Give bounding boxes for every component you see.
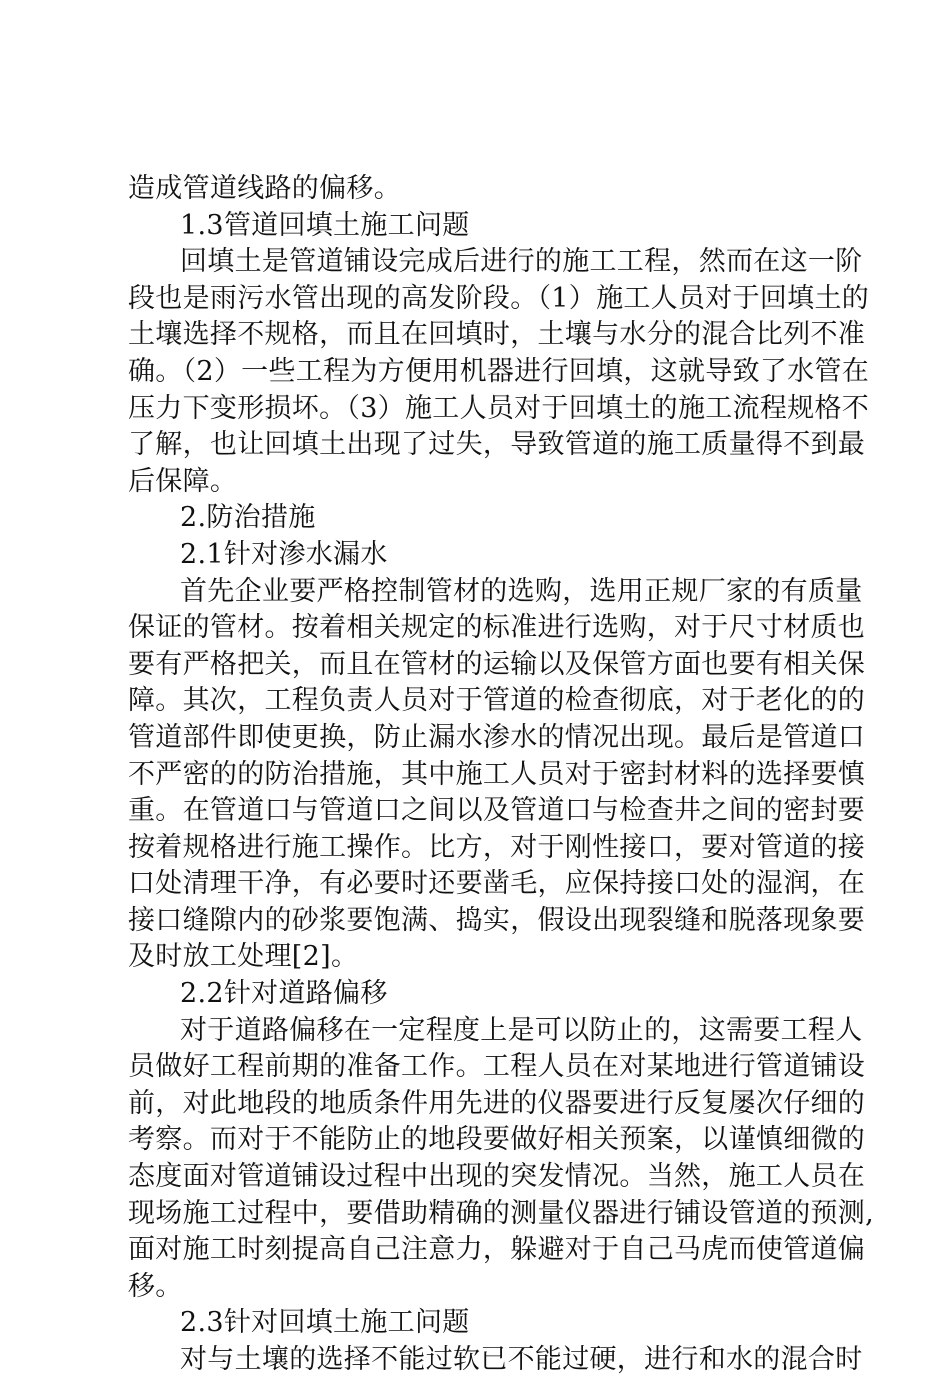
text-line: 移。 bbox=[128, 1270, 183, 1302]
text-line: 不严密的的防治措施，其中施工人员对于密封材料的选择要慎 bbox=[128, 758, 866, 790]
text-line: 确。（2）一些工程为方便用机器进行回填，这就导致了水管在 bbox=[128, 355, 870, 387]
text-line: 态度面对管道铺设过程中出现的突发情况。当然，施工人员在 bbox=[128, 1161, 866, 1193]
section-heading: 2.1针对渗水漏水 bbox=[180, 538, 388, 570]
text-line: 压力下变形损坏。（3）施工人员对于回填土的施工流程规格不 bbox=[128, 392, 870, 424]
text-line: 管道部件即使更换，防止漏水渗水的情况出现。最后是管道口 bbox=[128, 721, 866, 753]
text-line: 造成管道线路的偏移。 bbox=[128, 173, 401, 204]
section-heading: 2.3针对回填土施工问题 bbox=[180, 1307, 470, 1339]
text-line: 段也是雨污水管出现的高发阶段。（1）施工人员对于回填土的 bbox=[128, 282, 870, 314]
text-line: 员做好工程前期的准备工作。工程人员在对某地进行管道铺设 bbox=[128, 1051, 866, 1083]
text-line: 考察。而对于不能防止的地段要做好相关预案，以谨慎细微的 bbox=[128, 1124, 866, 1156]
text-line: 面对施工时刻提高自己注意力，躲避对于自己马虎而使管道偏 bbox=[128, 1234, 866, 1266]
text-line: 土壤选择不规格，而且在回填时，土壤与水分的混合比列不准 bbox=[128, 319, 866, 351]
paragraph-first-line: 回填土是管道铺设完成后进行的施工工程，然而在这一阶 bbox=[180, 246, 863, 278]
text-line: 保证的管材。按着相关规定的标准进行选购，对于尺寸材质也 bbox=[128, 612, 866, 644]
text-line: 现场施工过程中，要借助精确的测量仪器进行铺设管道的预测, bbox=[128, 1197, 874, 1229]
text-line: 口处清理干净，有必要时还要凿毛，应保持接口处的湿润，在 bbox=[128, 868, 866, 900]
text-line: 前，对此地段的地质条件用先进的仪器要进行反复屡次仔细的 bbox=[128, 1087, 866, 1119]
text-line: 了解，也让回填土出现了过失，导致管道的施工质量得不到最 bbox=[128, 429, 866, 461]
paragraph-first-line: 首先企业要严格控制管材的选购，选用正规厂家的有质量 bbox=[180, 575, 863, 607]
text-line: 障。其次，工程负责人员对于管道的检查彻底，对于老化的的 bbox=[128, 685, 866, 717]
text-line: 接口缝隙内的砂浆要饱满、捣实，假设出现裂缝和脱落现象要 bbox=[128, 904, 866, 936]
section-heading: 2.2针对道路偏移 bbox=[180, 978, 388, 1010]
section-heading: 1.3管道回填土施工问题 bbox=[180, 209, 470, 241]
document-page bbox=[128, 171, 874, 1379]
text-line: 及时放工处理[2]。 bbox=[128, 941, 359, 973]
paragraph-first-line: 对于道路偏移在一定程度上是可以防止的，这需要工程人 bbox=[180, 1014, 863, 1046]
section-heading: 2.防治措施 bbox=[180, 502, 316, 534]
paragraph-first-line: 对与土壤的选择不能过软已不能过硬，进行和水的混合时 bbox=[180, 1344, 863, 1375]
text-line: 要有严格把关，而且在管材的运输以及保管方面也要有相关保 bbox=[128, 648, 866, 680]
text-line: 按着规格进行施工操作。比方，对于刚性接口，要对管道的接 bbox=[128, 831, 866, 863]
text-line: 后保障。 bbox=[128, 465, 238, 497]
text-line: 重。在管道口与管道口之间以及管道口与检查井之间的密封要 bbox=[128, 795, 866, 827]
